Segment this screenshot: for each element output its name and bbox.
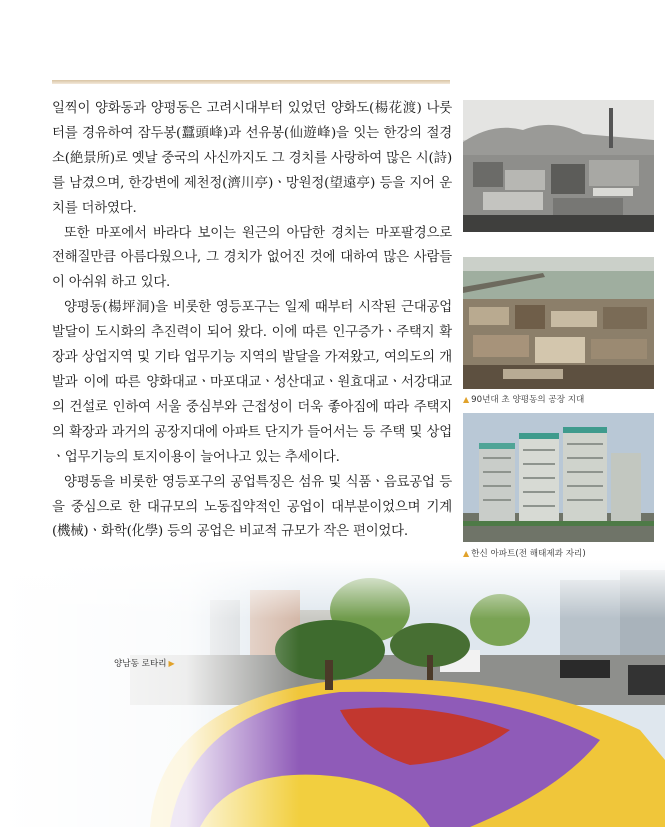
- factory-area-photo: [463, 257, 654, 389]
- body-text: [52, 97, 452, 545]
- top-rule: [52, 80, 450, 84]
- caption-marker-icon: ▲: [463, 395, 470, 404]
- paragraph-1: 일찍이 양화동과 양평동은 고려시대부터 있었던 양화도(楊花渡) 나룻터를 경유하여 잠두봉(蠶頭峰)과 선유봉(仙遊峰)을 잇는 한강의 절경소(絶景所)로 옛날 중국의 사신까지도 그 경치를 사랑하여 많은 시(詩)를 남겼으며, 한강변에 제천정(濟川亭)ㆍ망원정(望遠亭) 등을 지어 운치를 더하였다.: [52, 101, 452, 216]
- rotary-caption-text: 양남동 로타리: [114, 659, 167, 669]
- apartment-caption-text: 한신 아파트(전 해태제과 자리): [471, 549, 586, 559]
- rotary-caption: [114, 657, 175, 669]
- apartment-photo: [463, 413, 654, 542]
- rotary-photo: [0, 560, 665, 827]
- old-town-photo: [463, 100, 654, 232]
- paragraph-4: 양평동을 비롯한 영등포구의 공업특징은 섬유 및 식품ㆍ음료공업 등을 중심으로 한 대규모의 노동집약적인 공업이 대부분이었으며 기계(機械)ㆍ화학(化學) 등의 공업은 비교적 규모가 작은 편이었다.: [52, 474, 452, 540]
- apartment-caption: [463, 547, 586, 559]
- factory-caption-text: 90년대 초 양평동의 공장 지대: [471, 395, 585, 405]
- caption-pointer-icon: ▶: [168, 659, 175, 668]
- paragraph-3: 양평동(楊坪洞)을 비롯한 영등포구는 일제 때부터 시작된 근대공업 발달이 도시화의 추진력이 되어 왔다. 이에 따른 인구증가ㆍ주택지 확장과 상업지역 및 기타 업무기능 지역의 발달을 가져왔고, 여의도의 개발과 이에 따른 양화대교ㆍ마포대교ㆍ성산대교ㆍ원효대교ㆍ서강대교의 건설로 인하여 서울 중심부와 근접성이 더욱 좋아짐에 따라 주택지의 확장과 과거의 공장지대에 아파트 단지가 들어서는 등 주택 및 상업ㆍ업무기능의 토지이용이 늘어나고 있는 추세이다.: [52, 300, 452, 465]
- caption-marker-icon: ▲: [463, 549, 470, 558]
- factory-caption: [463, 393, 584, 405]
- paragraph-2: 또한 마포에서 바라다 보이는 원근의 아담한 경치는 마포팔경으로 전해질만큼 아름다웠으나, 그 경치가 없어진 것에 대하여 많은 사람들이 아쉬워 하고 있다.: [52, 225, 452, 291]
